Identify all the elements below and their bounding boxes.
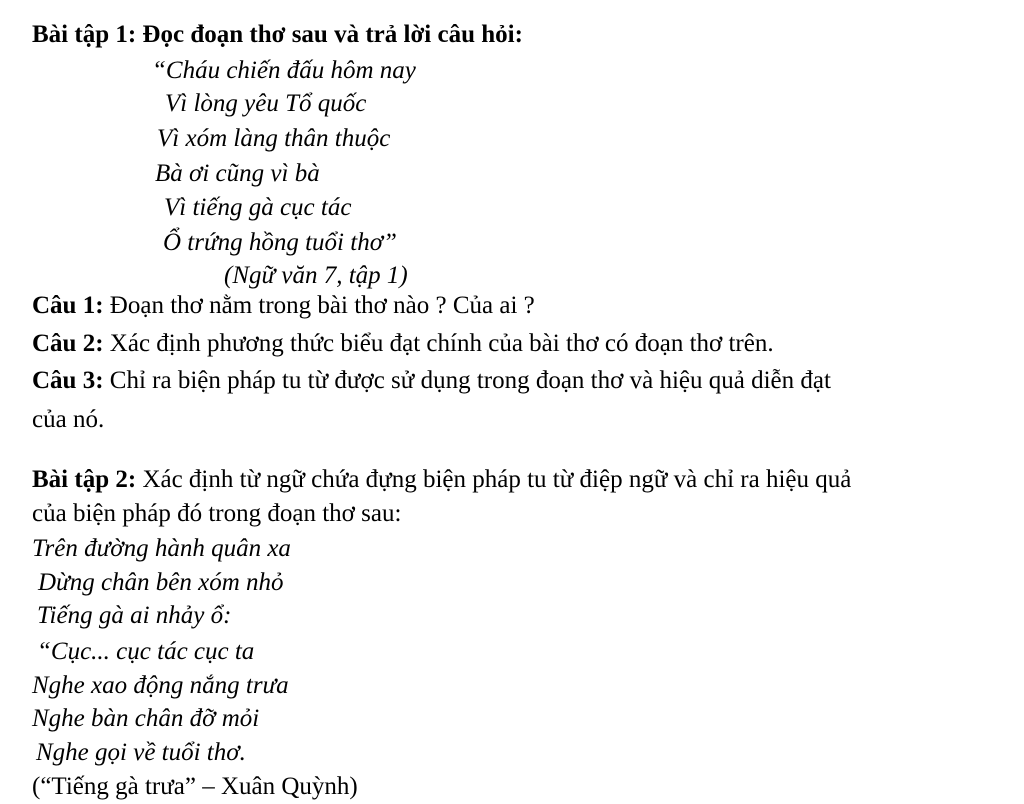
exercise2-label: Bài tập 2: [32, 466, 137, 493]
exercise2-poem-line-2: Dừng chân bên xóm nhỏ [38, 569, 284, 596]
question-2 [32, 329, 774, 359]
question-3 [32, 366, 831, 396]
question-2-text: Xác định phương thức biểu đạt chính của bài thơ có đoạn thơ trên. [103, 330, 774, 357]
exercise1-poem-line-4: Bà ơi cũng vì bà [155, 160, 320, 187]
exercise2-instruction-continuation: của biện pháp đó trong đoạn thơ sau: [32, 500, 402, 527]
question-1-label: Câu 1: [32, 292, 104, 319]
exercise1-poem-line-1: “Cháu chiến đấu hôm nay [152, 57, 416, 84]
exercise1-heading: Bài tập 1: Đọc đoạn thơ sau và trả lời câu hỏi: [32, 21, 523, 48]
exercise1-poem-line-2: Vì lòng yêu Tổ quốc [165, 90, 367, 117]
question-3-continuation: của nó. [32, 406, 105, 433]
question-3-label: Câu 3: [32, 367, 104, 394]
exercise2-poem-line-6: Nghe bàn chân đỡ mỏi [32, 705, 260, 732]
exercise1-poem-line-5: Vì tiếng gà cục tác [164, 194, 352, 221]
question-1 [32, 291, 535, 321]
exercise2-instruction [32, 465, 851, 495]
question-1-text: Đoạn thơ nằm trong bài thơ nào ? Của ai ? [103, 292, 535, 319]
exercise2-poem-line-4: “Cục... cục tác cục ta [37, 638, 255, 665]
exercise2-poem-source: (“Tiếng gà trưa” – Xuân Quỳnh) [32, 773, 358, 800]
exercise1-poem-line-6: Ổ trứng hồng tuổi thơ” [163, 229, 397, 256]
question-2-label: Câu 2: [32, 330, 104, 357]
exercise2-poem-line-5: Nghe xao động nắng trưa [32, 672, 289, 699]
exercise2-poem-line-1: Trên đường hành quân xa [32, 535, 291, 562]
question-3-text: Chỉ ra biện pháp tu từ được sử dụng trong đoạn thơ và hiệu quả diễn đạt [103, 367, 831, 394]
exercise2-poem-line-3: Tiếng gà ai nhảy ổ: [37, 602, 232, 629]
exercise2-text: Xác định từ ngữ chứa đựng biện pháp tu từ điệp ngữ và chỉ ra hiệu quả [136, 466, 852, 493]
exercise1-poem-line-3: Vì xóm làng thân thuộc [157, 125, 391, 152]
exercise1-poem-source: (Ngữ văn 7, tập 1) [224, 262, 408, 289]
exercise2-poem-line-7: Nghe gọi về tuổi thơ. [36, 739, 246, 766]
